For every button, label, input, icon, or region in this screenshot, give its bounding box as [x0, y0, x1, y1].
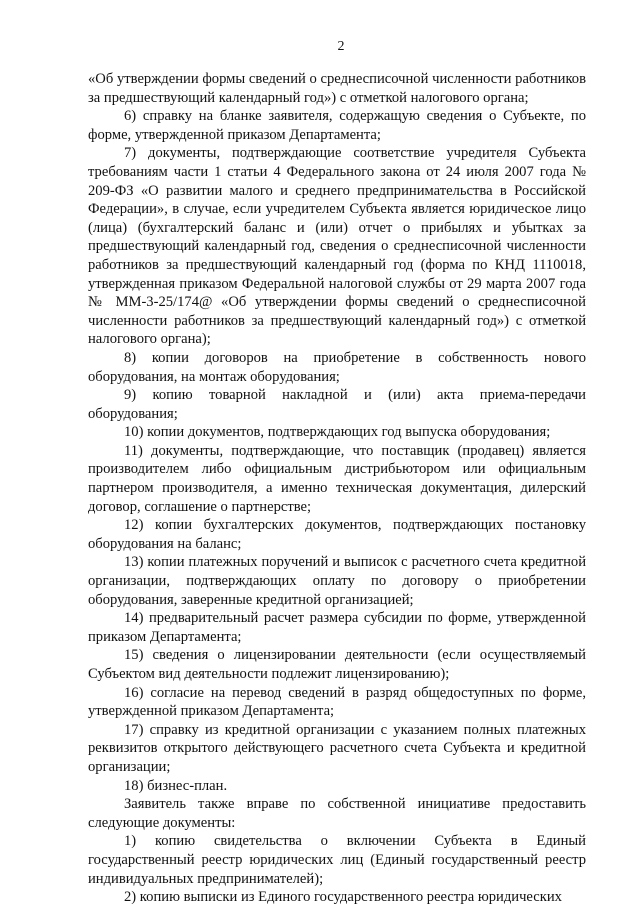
list-item-15: 15) сведения о лицензировании деятельности (если осуществляемый Субъектом вид деятельности подлежит лицензированию); [88, 647, 586, 682]
list-item-6: 6) справку на бланке заявителя, содержащую сведения о Субъекте, по форме, утвержденной приказом Департамента; [88, 108, 586, 143]
list-item-13: 13) копии платежных поручений и выписок с расчетного счета кредитной организации, подтверждающих оплату по договору о приобретении оборудования, заверенные кредитной организацией; [88, 554, 586, 608]
list-item-12: 12) копии бухгалтерских документов, подтверждающих постановку оборудования на баланс; [88, 517, 586, 552]
list-item-17: 17) справку из кредитной организации с указанием полных платежных реквизитов открытого действующего расчетного счета Субъекта и кредитной организации; [88, 721, 586, 775]
optional-item-1: 1) копию свидетельства о включении Субъекта в Единый государственный реестр юридических лиц (Единый государственный реестр индивидуальных предпринимателей); [88, 833, 586, 887]
list-item-10: 10) копии документов, подтверждающих год выпуска оборудования; [124, 424, 551, 441]
list-item-8: 8) копии договоров на приобретение в собственность нового оборудования, на монтаж оборудования; [88, 349, 586, 385]
list-item-7: 7) документы, подтверждающие соответствие учредителя Субъекта требованиям части 1 статьи 4 Федерального закона от 24 июля 2007 года № 209-ФЗ «О развитии малого и среднего предпринимательства в Российской Федерации», в случае, если учредителем Субъекта является юридическое лицо (лица) (бухгалтерский баланс и (или) отчет о прибылях и убытках за предшествующий календарный год, сведения о среднесписочной численности работников за предшествующий календарный год (форма по КНД 1110018, утвержденная приказом Федеральной налоговой службы от 29 марта 2007 года № ММ-3-25/174@ «Об утверждении формы сведений о среднесписочной численности работников за предшествующий календарный год») с отметкой налогового органа); [88, 145, 586, 348]
document-page [88, 38, 586, 907]
page-number: 2 [337, 39, 345, 54]
optional-documents-intro: Заявитель также вправе по собственной инициативе предоставить следующие документы: [88, 796, 586, 831]
list-item-14: 14) предварительный расчет размера субсидии по форме, утвержденной приказом Департамента; [88, 610, 586, 645]
paragraph-continuation: «Об утверждении формы сведений о среднесписочной численности работников за предшествующий календарный год») с отметкой налогового органа; [88, 71, 586, 106]
list-item-18: 18) бизнес-план. [124, 777, 228, 794]
list-item-9: 9) копию товарной накладной и (или) акта приема-передачи оборудования; [88, 387, 586, 422]
list-item-16: 16) согласие на перевод сведений в разряд общедоступных по форме, утвержденной приказом Департамента; [88, 684, 586, 720]
optional-item-2: 2) копию выписки из Единого государственного реестра юридических [124, 889, 562, 906]
list-item-11: 11) документы, подтверждающие, что поставщик (продавец) является производителем либо официальным дистрибьютором или официальным партнером производителя, а именно техническая документация, дилерский договор, соглашение о партнерстве; [88, 442, 586, 515]
